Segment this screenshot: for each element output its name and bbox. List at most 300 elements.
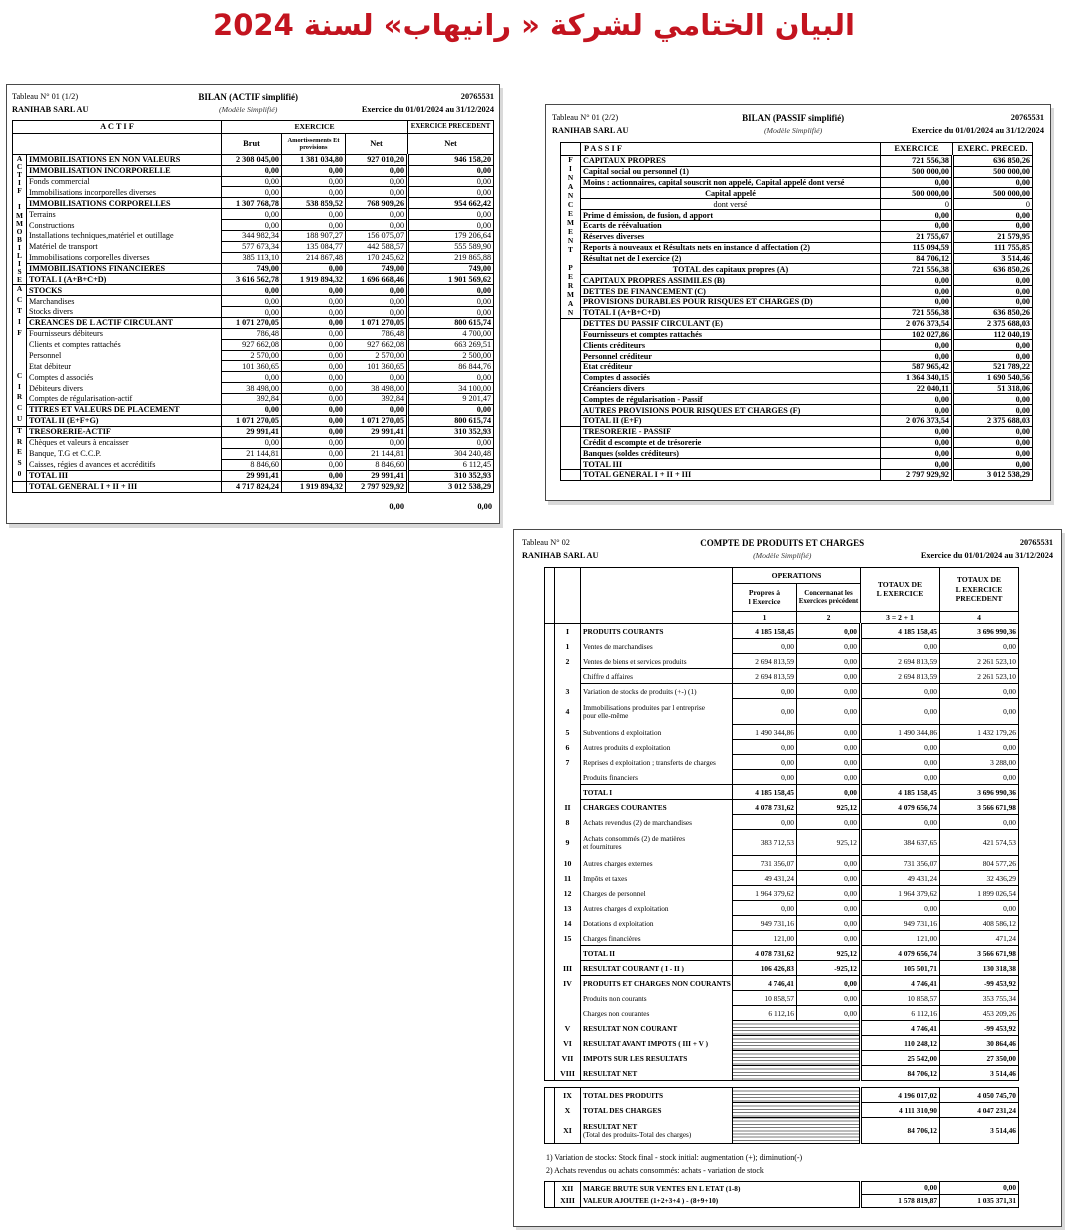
doc-title: BILAN (ACTIF simplifié) — [198, 92, 298, 102]
cell-value: 0,00 — [953, 459, 1033, 470]
table-row — [13, 415, 494, 426]
cell-value: 4 700,00 — [408, 328, 494, 339]
row-label — [581, 725, 733, 740]
row-label — [581, 856, 733, 871]
row-label: Installations techniques,matériel et outillage — [27, 230, 222, 241]
cell-value: 10 858,57 — [861, 991, 940, 1006]
row-number: 6 — [555, 740, 581, 755]
cell-value: 0,00 — [861, 815, 940, 830]
actif-page — [6, 84, 500, 524]
cell-value: 1 071 270,05 — [222, 317, 282, 328]
col-header-exercice: EXERCICE — [881, 142, 953, 155]
cell-value: 0,00 — [733, 815, 797, 830]
cell-value: 384 637,65 — [861, 830, 940, 856]
cell-value: 2 308 045,00 — [222, 154, 282, 165]
col-header-exercice-precedent: EXERC. PRECED. — [953, 142, 1033, 155]
tableau-number: Tableau N° 02 — [522, 538, 570, 547]
cell-value: 3 616 562,78 — [222, 274, 282, 285]
spacer-cell — [545, 654, 555, 669]
cell-value: 4 196 017,02 — [861, 1088, 940, 1103]
cell-value: 0,00 — [282, 350, 346, 361]
row-label-line: Dotations d exploitation — [583, 918, 654, 928]
cell-value: 636 850,26 — [953, 264, 1033, 275]
row-number: 5 — [555, 725, 581, 740]
row-label: TOTAL GENERAL I + II + III — [27, 481, 222, 492]
row-number: 10 — [555, 856, 581, 871]
spacer-cell — [545, 830, 555, 856]
cell-value: 2 797 929,92 — [881, 470, 953, 481]
cell-value: 3 566 671,98 — [940, 946, 1019, 961]
cell-value: 0,00 — [282, 328, 346, 339]
sidebar-letter: I — [18, 242, 21, 252]
row-label-line: Ventes de biens et services produits — [583, 656, 687, 666]
sidebar-letterstack — [13, 155, 26, 285]
table-row — [561, 242, 1033, 253]
row-label — [581, 699, 733, 725]
table-row — [561, 394, 1033, 405]
cell-value: 0,00 — [953, 437, 1033, 448]
cell-value: 4 717 824,24 — [222, 481, 282, 492]
table-row — [13, 187, 494, 198]
cell-value: 49 431,24 — [861, 871, 940, 886]
sidebar-letter: R — [567, 280, 574, 290]
cell-value: 3 012 538,29 — [408, 481, 494, 492]
cell-value: 2 076 373,54 — [881, 416, 953, 427]
spacer-cell — [545, 961, 555, 976]
row-label: Terrains — [27, 209, 222, 220]
cell-value: 112 040,19 — [953, 329, 1033, 340]
cell-value: 927 662,08 — [222, 339, 282, 350]
cell-value: 1 364 340,15 — [881, 372, 953, 383]
table-row — [545, 770, 1019, 785]
doc-id: 20765531 — [460, 92, 494, 101]
col-header-blank — [545, 567, 555, 623]
table-row — [561, 166, 1033, 177]
spacer-cell — [545, 991, 555, 1006]
cell-value: 0,00 — [797, 740, 861, 755]
cell-value: 156 075,07 — [346, 230, 408, 241]
cell-value: 1 919 894,32 — [282, 481, 346, 492]
actif-page-head — [12, 90, 494, 117]
cell-value: 0,00 — [282, 393, 346, 404]
sidebar-letterstack — [13, 427, 26, 481]
sidebar-letter: E — [17, 275, 22, 285]
sidebar-letter: N — [567, 172, 574, 182]
table-row — [13, 165, 494, 176]
cell-value: 1 490 344,86 — [861, 725, 940, 740]
table-row — [13, 404, 494, 415]
row-label: TOTAL I (A+B+C+D) — [27, 274, 222, 285]
row-label-line: Immobilisations produites par l entreprise — [583, 703, 705, 713]
cell-value: 170 245,62 — [346, 252, 408, 263]
cell-value: 0,00 — [797, 785, 861, 800]
cell-value: 0,00 — [282, 339, 346, 350]
row-label: Etat débiteur — [27, 361, 222, 372]
cell-value: 0,00 — [881, 340, 953, 351]
cell-value: 0,00 — [282, 426, 346, 437]
row-number: VI — [555, 1036, 581, 1051]
cell-value: 0,00 — [940, 815, 1019, 830]
cell-value: 130 318,38 — [940, 961, 1019, 976]
cell-value: 0,00 — [222, 437, 282, 448]
row-label: Chèques et valeurs à encaisser — [27, 437, 222, 448]
spacer-cell — [545, 770, 555, 785]
sidebar-letter: E — [568, 226, 573, 236]
cell-value: 0,00 — [797, 901, 861, 916]
sidebar-letter: A — [567, 181, 574, 191]
cell-value: 0,00 — [881, 286, 953, 297]
cell-value: 6 112,45 — [408, 459, 494, 470]
sidebar-letter: U — [16, 413, 23, 423]
row-label: Matériel de transport — [27, 241, 222, 252]
row-number: 9 — [555, 830, 581, 856]
table-row — [13, 448, 494, 459]
cell-value: 0 — [953, 199, 1033, 210]
cell-value: 0,00 — [346, 209, 408, 220]
row-number: I — [555, 624, 581, 639]
cell-value: 577 673,34 — [222, 241, 282, 252]
cell-value: 0,00 — [881, 210, 953, 221]
row-label-line: TOTAL DES PRODUITS — [583, 1091, 664, 1101]
cell-value: 0,00 — [861, 770, 940, 785]
table-row — [545, 1066, 1019, 1081]
row-label-line: Charges financières — [583, 933, 641, 943]
cell-value: 0,00 — [797, 654, 861, 669]
doc-model: (Modèle Simplifié) — [763, 126, 823, 136]
spacer-cell — [545, 624, 555, 639]
cell-value: 214 867,48 — [282, 252, 346, 263]
cell-value: 721 556,38 — [881, 155, 953, 166]
sidebar-letter: E — [17, 447, 22, 457]
cell-value: 2 261 523,10 — [940, 669, 1019, 684]
cell-value: 3 696 990,36 — [940, 785, 1019, 800]
cell-value: 0,00 — [408, 285, 494, 296]
table-row — [545, 871, 1019, 886]
table-row — [545, 916, 1019, 931]
row-label: Crédit d escompte et de trésorerie — [581, 437, 881, 448]
row-number: 15 — [555, 931, 581, 946]
row-number — [555, 1006, 581, 1021]
cell-value: 0,00 — [222, 296, 282, 307]
col-number-4: 4 — [940, 611, 1019, 623]
hatched-cell — [733, 1066, 861, 1081]
cell-value: 0,00 — [282, 285, 346, 296]
row-label: Ecarts de réévaluation — [581, 221, 881, 232]
footnote-1: 1) Variation de stocks: Stock final - stock initial: augmentation (+); diminution(-) — [546, 1153, 803, 1163]
row-label-line: Reprises d exploitation ; transferts de charges — [583, 757, 716, 767]
cell-value: 500 000,00 — [953, 166, 1033, 177]
footnote-2: 2) Achats revendus ou achats consommés: achats - variation de stock — [546, 1165, 764, 1175]
table-row — [545, 886, 1019, 901]
cell-value: 21 144,81 — [222, 448, 282, 459]
sidebar-letter: S — [17, 267, 22, 277]
row-label: Immobilisations corporelles diverses — [27, 252, 222, 263]
spacer-cell — [545, 669, 555, 684]
cell-value: 0,00 — [797, 755, 861, 770]
cell-value: 786,48 — [346, 328, 408, 339]
cell-value: 721 556,38 — [881, 307, 953, 318]
cell-value: 353 755,34 — [940, 991, 1019, 1006]
cell-value: 749,00 — [408, 263, 494, 274]
cell-value: 4 050 745,70 — [940, 1088, 1019, 1103]
company-name: RANIHAB SARL AU — [552, 126, 629, 136]
cell-value: 0,00 — [408, 176, 494, 187]
cell-value: 0,00 — [282, 448, 346, 459]
row-label — [581, 830, 733, 856]
table-row — [545, 639, 1019, 654]
cell-value: 500 000,00 — [953, 188, 1033, 199]
row-number — [555, 991, 581, 1006]
cell-value: 0,00 — [346, 187, 408, 198]
cell-value: 0,00 — [733, 901, 797, 916]
row-label-line: Autres charges d exploitation — [583, 903, 669, 913]
sidebar-letter: N — [567, 307, 574, 317]
cell-value: 0,00 — [282, 176, 346, 187]
col-number-2: 2 — [797, 611, 861, 623]
row-number: XI — [555, 1118, 581, 1144]
cell-value: 0,00 — [797, 725, 861, 740]
cell-value: 0,00 — [953, 210, 1033, 221]
table-row — [561, 351, 1033, 362]
cell-value: 0,00 — [953, 275, 1033, 286]
hatched-cell — [733, 1088, 861, 1103]
table-row — [561, 297, 1033, 308]
table-row — [13, 220, 494, 231]
table-row — [545, 800, 1019, 815]
table-row — [13, 470, 494, 481]
sidebar-letter: C — [16, 370, 23, 380]
table-row — [545, 785, 1019, 800]
row-label: TOTAL III — [27, 470, 222, 481]
cell-value: 1 035 371,31 — [940, 1194, 1019, 1207]
sidebar-letter: E — [568, 208, 573, 218]
row-number — [555, 785, 581, 800]
row-label: Personnel créditeur — [581, 351, 881, 362]
row-label-line: Chiffre d affaires — [583, 671, 633, 681]
table-row — [13, 372, 494, 383]
table-row — [13, 285, 494, 296]
cell-value: 0,00 — [797, 916, 861, 931]
cell-value: 442 588,57 — [346, 241, 408, 252]
spacer-cell — [545, 755, 555, 770]
row-label-line: TOTAL II — [583, 948, 615, 958]
cell-value: 0,00 — [346, 176, 408, 187]
cell-value: 3 566 671,98 — [940, 800, 1019, 815]
row-label: CAPITAUX PROPRES — [581, 155, 881, 166]
row-label — [581, 901, 733, 916]
sidebar-letter: C — [16, 295, 23, 305]
spacer-cell — [545, 1088, 555, 1103]
cell-value: 0,00 — [797, 684, 861, 699]
cell-value: 9 201,47 — [408, 393, 494, 404]
cell-value: 4 746,41 — [861, 976, 940, 991]
row-label — [581, 654, 733, 669]
row-label — [581, 624, 733, 639]
row-label — [581, 1088, 733, 1103]
actif-footer — [12, 502, 494, 511]
col-header-amortissements: Amortissements Et provisions — [282, 133, 346, 154]
doc-id: 20765531 — [1019, 538, 1053, 547]
cell-value: 29 991,41 — [346, 470, 408, 481]
cell-value: 800 615,74 — [408, 317, 494, 328]
row-number: IV — [555, 976, 581, 991]
table-row — [561, 221, 1033, 232]
sidebar-letter: O — [16, 226, 23, 236]
row-label — [581, 800, 733, 815]
cell-value: 4 047 231,24 — [940, 1103, 1019, 1118]
spacer-cell — [545, 1181, 555, 1194]
spacer-cell — [545, 931, 555, 946]
cell-value: 383 712,53 — [733, 830, 797, 856]
row-label: TOTAL II (E+F+G) — [27, 415, 222, 426]
doc-model: (Modèle Simplifié) — [753, 551, 812, 561]
cell-value: 0,00 — [861, 901, 940, 916]
sidebar-letter: F — [568, 155, 573, 164]
cell-value: 0,00 — [861, 699, 940, 725]
cell-value: 1 901 569,62 — [408, 274, 494, 285]
sidebar-letters — [13, 481, 27, 492]
row-label-line: PRODUITS COURANTS — [583, 627, 664, 637]
cell-value: 800 615,74 — [408, 415, 494, 426]
row-number: 4 — [555, 699, 581, 725]
cell-value: 0,00 — [940, 684, 1019, 699]
row-label: Stocks divers — [27, 307, 222, 318]
cell-value: 663 269,51 — [408, 339, 494, 350]
cell-value: 2 375 688,03 — [953, 318, 1033, 329]
cell-value: 310 352,93 — [408, 470, 494, 481]
cell-value: 1 964 379,62 — [733, 886, 797, 901]
table-row — [13, 307, 494, 318]
row-label-line: (Total des produits-Total des charges) — [583, 1131, 692, 1140]
cell-value: 949 731,16 — [733, 916, 797, 931]
row-label: Réserves diverses — [581, 231, 881, 242]
row-label-line: Autres charges externes — [583, 858, 653, 868]
row-label-line: Variation de stocks de produits (+-) (1) — [583, 687, 697, 697]
row-label — [581, 1066, 733, 1081]
cell-value: 110 248,12 — [861, 1036, 940, 1051]
sidebar-letter: N — [567, 235, 574, 245]
cell-value: 0,00 — [861, 740, 940, 755]
table-row — [13, 176, 494, 187]
cell-value: 0,00 — [881, 177, 953, 188]
cell-value: 0,00 — [282, 296, 346, 307]
cell-value: 2 500,00 — [408, 350, 494, 361]
table-row — [561, 188, 1033, 199]
row-label: DETTES DU PASSIF CIRCULANT (E) — [581, 318, 881, 329]
cell-value: 636 850,26 — [953, 155, 1033, 166]
cell-value: 4 078 731,62 — [733, 946, 797, 961]
table-row — [545, 976, 1019, 991]
spacer-cell — [545, 815, 555, 830]
table-row — [545, 1036, 1019, 1051]
cell-value: 0,00 — [346, 285, 408, 296]
hatched-cell — [733, 1021, 861, 1036]
row-label — [581, 916, 733, 931]
row-label-line: Achats revendus (2) de marchandises — [583, 817, 693, 827]
row-label: Prime d émission, de fusion, d apport — [581, 210, 881, 221]
sidebar-letter: A — [16, 154, 23, 163]
footer-precedent-value: 0,00 — [477, 501, 492, 511]
row-label-line: CHARGES COURANTES — [583, 803, 667, 813]
cell-value: 0,00 — [797, 815, 861, 830]
cell-value: 0,00 — [940, 639, 1019, 654]
row-label: TOTAL II (E+F) — [581, 416, 881, 427]
col-header-passif: P A S S I F — [581, 142, 881, 155]
table-row — [561, 264, 1033, 275]
cell-value: 115 094,59 — [881, 242, 953, 253]
table-row — [561, 459, 1033, 470]
cell-value: 1 071 270,05 — [346, 317, 408, 328]
cell-value: 927 662,08 — [346, 339, 408, 350]
row-number: X — [555, 1103, 581, 1118]
actif-table — [12, 120, 494, 493]
hatched-cell — [733, 1036, 861, 1051]
cell-value: 0,00 — [346, 296, 408, 307]
row-label-line: pour elle-même — [583, 712, 629, 721]
table-row — [13, 296, 494, 307]
tableau-number: Tableau N° 01 (1/2) — [12, 92, 79, 101]
cell-value: 3 288,00 — [940, 755, 1019, 770]
row-label: CAPITAUX PROPRES ASSIMILES (B) — [581, 275, 881, 286]
hatched-cell — [733, 1118, 861, 1144]
cell-value: 0,00 — [881, 351, 953, 362]
cell-value: 636 850,26 — [953, 307, 1033, 318]
cell-value: 0,00 — [953, 297, 1033, 308]
sidebar-letterstack — [13, 285, 26, 425]
cell-value: 804 577,26 — [940, 856, 1019, 871]
table-row — [561, 362, 1033, 373]
row-number — [555, 946, 581, 961]
cell-value: 0,00 — [733, 755, 797, 770]
row-label: IMMOBILISATIONS EN NON VALEURS — [27, 154, 222, 165]
row-label — [581, 740, 733, 755]
row-label: TOTAL des capitaux propres (A) — [581, 264, 881, 275]
row-number — [555, 770, 581, 785]
row-label — [581, 639, 733, 654]
sidebar-letter: L — [17, 250, 22, 260]
spacer-cell — [545, 1194, 555, 1207]
table-row — [545, 755, 1019, 770]
cell-value: 0,00 — [940, 770, 1019, 785]
cpc-page — [513, 529, 1062, 1227]
company-name: RANIHAB SARL AU — [12, 105, 89, 115]
cell-value: 2 570,00 — [346, 350, 408, 361]
row-label-line: RESULTAT AVANT IMPOTS ( III + V ) — [583, 1038, 709, 1048]
row-label — [581, 886, 733, 901]
cell-value: 121,00 — [733, 931, 797, 946]
cell-value: 421 574,53 — [940, 830, 1019, 856]
cell-value: 0,00 — [881, 405, 953, 416]
row-number: V — [555, 1021, 581, 1036]
table-row — [545, 901, 1019, 916]
row-label — [581, 755, 733, 770]
cell-value: 32 436,29 — [940, 871, 1019, 886]
cell-value: 1 490 344,86 — [733, 725, 797, 740]
cell-value: 521 789,22 — [953, 362, 1033, 373]
table-row — [13, 426, 494, 437]
footnotes — [546, 1152, 1053, 1177]
table-row — [13, 361, 494, 372]
row-label — [581, 1103, 733, 1118]
col-number-3: 3 = 2 + 1 — [861, 611, 940, 623]
cell-value: 219 865,88 — [408, 252, 494, 263]
cell-value: 34 100,00 — [408, 383, 494, 394]
col-header-concernant: Concernanat les Exercices précédent — [797, 583, 861, 611]
table-row — [545, 1118, 1019, 1144]
spacer-cell — [545, 740, 555, 755]
table-row — [13, 328, 494, 339]
cell-value: 0,00 — [282, 209, 346, 220]
